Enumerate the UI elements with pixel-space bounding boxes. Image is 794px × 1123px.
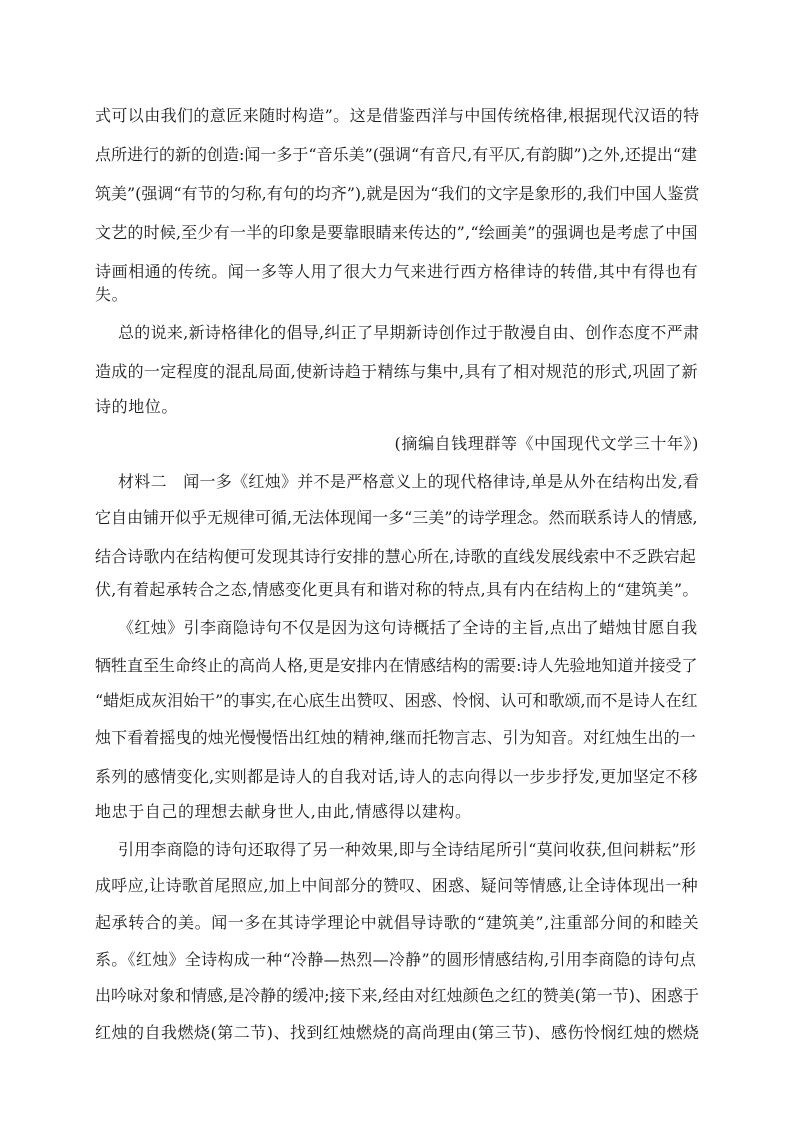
text-line: 失。	[95, 285, 129, 304]
text-line: 系列的感情变化,实则都是诗人的自我对话,诗人的志向得以一步步抒发,更加坚定不移	[95, 767, 698, 786]
text-line: 筑美”(强调“有节的匀称,有句的均齐”),就是因为“我们的文字是象形的,我们中国人鉴赏	[95, 184, 700, 203]
text-line: 点所进行的新的创造:闻一多于“音乐美”(强调“有音尺,有平仄,有韵脚”)之外,还提出“建	[95, 145, 698, 164]
text-line: 起承转合的美。闻一多在其诗学理论中就倡导诗歌的“建筑美”,注重部分间的和睦关	[95, 913, 700, 932]
text-line: 伏,有着起承转合之态,情感变化更具有和谐对称的特点,具有内在结构上的“建筑美”。	[95, 580, 699, 599]
text-line: “蜡炬成灰泪始干”的事实,在心底生出赞叹、困惑、怜悯、认可和歌颂,而不是诗人在红	[95, 691, 698, 710]
text-line: 引用李商隐的诗句还取得了另一种效果,即与全诗结尾所引“莫问收获,但问耕耘”形	[118, 840, 697, 859]
text-line: 诗的地位。	[95, 397, 179, 416]
source-citation: (摘编自钱理群等《中国现代文学三十年》)	[394, 434, 699, 453]
material-two-heading-line: 材料二 闻一多《红烛》并不是严格意义上的现代格律诗,单是从外在结构出发,看	[118, 472, 700, 491]
text-line: 牺牲直至生命终止的高尚人格,更是安排内在情感结构的需要:诗人先验地知道并接受了	[95, 656, 698, 675]
text-line: 烛下看着摇曳的烛光慢慢悟出红烛的精神,继而托物言志、引为知音。对红烛生出的一	[95, 728, 696, 747]
text-line: 红烛的自我燃烧(第二节)、找到红烛燃烧的高尚理由(第三节)、感伤怜悯红烛的燃烧	[95, 1023, 700, 1042]
text-line: 它自由铺开似乎无规律可循,无法体现闻一多“三美”的诗学理念。然而联系诗人的情感,	[95, 508, 698, 527]
text-line: 地忠于自己的理想去献身世人,由此,情感得以建构。	[95, 802, 472, 821]
text-line: 成呼应,让诗歌首尾照应,加上中间部分的赞叹、困惑、疑问等情感,让全诗体现出一种	[95, 876, 698, 895]
text-line: 总的说来,新诗格律化的倡导,纠正了早期新诗创作过于散漫自由、创作态度不严肃	[118, 323, 700, 342]
text-line: 出吟咏对象和情感,是冷静的缓冲;接下来,经由对红烛颜色之红的赞美(第一节)、困惑于	[95, 986, 700, 1005]
text-line: 诗画相通的传统。闻一多等人用了很大力气来进行西方格律诗的转借,其中有得也有	[95, 262, 699, 281]
text-line: 造成的一定程度的混乱局面,使新诗趋于精练与集中,具有了相对规范的形式,巩固了新	[95, 362, 698, 381]
text-line: 文艺的时候,至少有一半的印象是要靠眼睛来传达的”,“绘画美”的强调也是考虑了中国	[95, 223, 698, 242]
text-line: 结合诗歌内在结构便可发现其诗行安排的慧心所在,诗歌的直线发展线索中不乏跌宕起	[95, 547, 696, 566]
text-line: 《红烛》引李商隐诗句不仅是因为这句诗概括了全诗的主旨,点出了蜡烛甘愿自我	[118, 618, 698, 637]
text-line: 式可以由我们的意匠来随时构造”。这是借鉴西洋与中国传统格律,根据现代汉语的特	[95, 106, 700, 125]
text-line: 系。《红烛》全诗构成一种“冷静—热烈—冷静”的圆形情感结构,引用李商隐的诗句点	[95, 950, 697, 969]
